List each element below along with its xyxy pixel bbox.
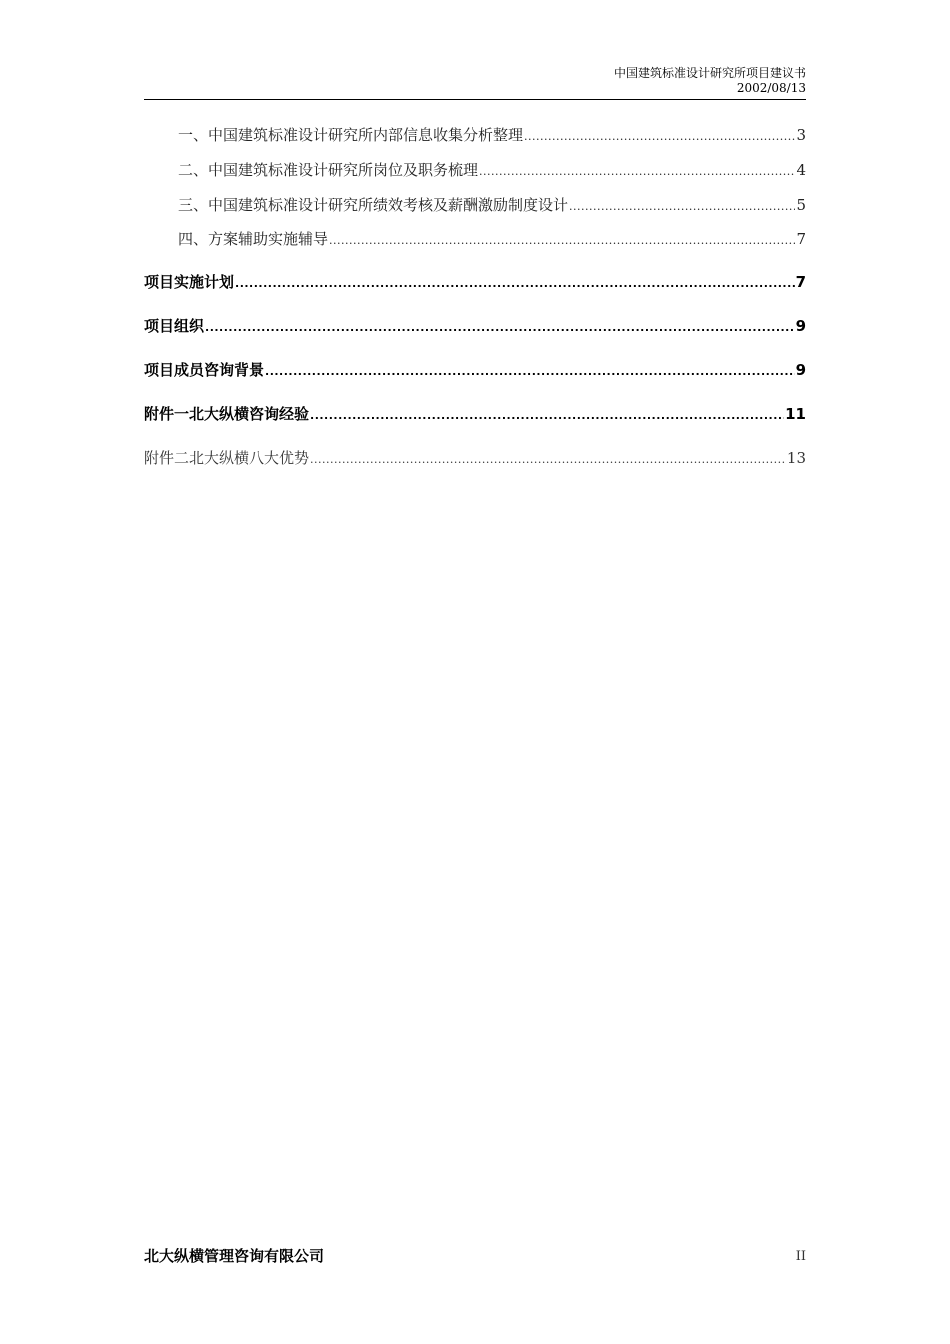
toc-entry-project-organization[interactable] [144,316,806,338]
toc-dot-leader [329,231,795,251]
header-divider [144,99,806,100]
toc-entry-title: 四、方案辅助实施辅导 [178,230,329,248]
toc-entry-performance[interactable] [178,195,806,217]
toc-entry-appendix-two[interactable] [144,448,806,470]
toc-entry-page: 13 [786,449,806,467]
header-date: 2002/08/13 [736,81,806,95]
toc-entry-title: 二、中国建筑标准设计研究所岗位及职务梳理 [178,161,479,179]
toc-entry-title: 三、中国建筑标准设计研究所绩效考核及薪酬激励制度设计 [178,196,569,214]
toc-entry-page: 9 [795,317,806,335]
footer-company-name: 北大纵横管理咨询有限公司 [144,1247,325,1265]
toc-dot-leader [524,127,795,147]
page-header [144,66,806,96]
toc-entry-internal-info[interactable] [178,125,806,147]
toc-dot-leader [310,406,784,426]
toc-entry-page: 3 [796,126,806,144]
toc-dot-leader [569,197,795,217]
toc-entry-appendix-one[interactable] [144,404,806,426]
toc-entry-page: 11 [785,405,806,423]
toc-entry-implementation-support[interactable] [178,229,806,251]
toc-entry-page: 4 [796,161,806,179]
toc-entry-title: 附件二北大纵横八大优势 [144,449,310,467]
toc-dot-leader [310,450,786,470]
toc-entry-title: 项目实施计划 [144,273,235,291]
toc-entry-title: 一、中国建筑标准设计研究所内部信息收集分析整理 [178,126,524,144]
header-title: 中国建筑标准设计研究所项目建议书 [613,66,806,80]
toc-dot-leader [235,274,795,294]
toc-dot-leader [479,162,795,182]
toc-entry-page: 7 [796,230,806,248]
toc-entry-project-plan[interactable] [144,272,806,294]
toc-dot-leader [205,318,795,338]
toc-entry-title: 项目成员咨询背景 [144,361,265,379]
toc-entry-page: 5 [796,196,806,214]
toc-entry-member-background[interactable] [144,360,806,382]
page-footer [144,1245,806,1267]
toc-dot-leader [265,362,795,382]
toc-entry-page: 9 [795,361,806,379]
toc-entry-positions[interactable] [178,160,806,182]
footer-page-number: II [795,1249,806,1264]
toc-entry-page: 7 [795,273,806,291]
toc-entry-title: 项目组织 [144,317,205,335]
toc-entry-title: 附件一北大纵横咨询经验 [144,405,310,423]
